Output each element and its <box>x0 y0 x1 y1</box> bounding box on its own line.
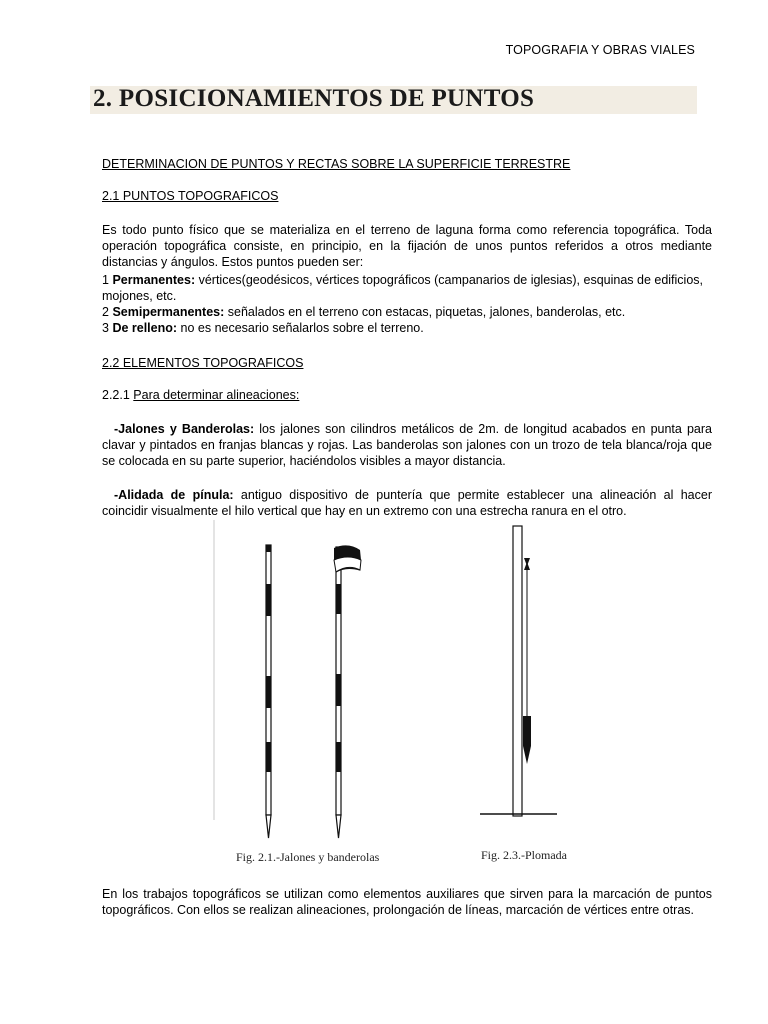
jalon-illustration <box>266 545 271 838</box>
subsection-number: 2.2.1 <box>102 388 134 402</box>
intro-line-2: operación topográfica consiste, en principio, en la fijación de unos puntos referidos a otros mediante <box>102 239 712 253</box>
intro-line-3: distancias y ángulos. Estos puntos pueden ser: <box>102 255 364 269</box>
list-item-permanentes-cont: mojones, etc. <box>102 289 177 303</box>
closing-line-1: En los trabajos topográficos se utilizan como elementos auxiliares que sirven para la marcación de puntos <box>102 887 712 901</box>
list-item-number: 2 <box>102 305 113 319</box>
list-item-term: Permanentes: <box>112 273 196 287</box>
subheading: DETERMINACION DE PUNTOS Y RECTAS SOBRE LA SUPERFICIE TERRESTRE <box>102 157 571 171</box>
plomada-illustration <box>480 526 557 816</box>
alidada-text: antiguo dispositivo de puntería que permite establecer una alineación al hacer <box>233 488 712 502</box>
list-item-term: De relleno: <box>112 321 178 335</box>
list-item-term: Semipermanentes: <box>112 305 225 319</box>
caption-plomada: Fig. 2.3.-Plomada <box>481 848 567 862</box>
running-header: TOPOGRAFIA Y OBRAS VIALES <box>505 43 695 57</box>
jalones-line-3: se colocada en su parte superior, haciéndolos visibles a mayor distancia. <box>102 454 506 468</box>
subsection-2-2-1 <box>102 387 712 403</box>
section-title: 2. POSICIONAMIENTOS DE PUNTOS <box>93 85 535 112</box>
jalones-text: los jalones son cilindros metálicos de 2m. de longitud acabados en punta para <box>254 422 712 436</box>
list-item-number: 1 <box>102 273 113 287</box>
jalones-term: -Jalones y Banderolas: <box>114 422 255 436</box>
closing-line-2: topográficos. Con ellos se realizan alineaciones, prolongación de líneas, marcación de vértices entre otras. <box>102 903 694 917</box>
list-item-permanentes <box>102 272 712 288</box>
banderola-illustration <box>334 545 361 838</box>
jalones-line-1 <box>102 421 712 437</box>
list-item-relleno <box>102 320 712 336</box>
list-item-text: no es necesario señalarlos sobre el terreno. <box>177 321 424 335</box>
jalones-line-2: clavar y pintados en franjas blancas y rojas. Las banderolas son jalones con un trozo de tela blanca/roja que <box>102 438 712 452</box>
list-item-number: 3 <box>102 321 113 335</box>
alidada-term: -Alidada de pínula: <box>114 488 234 502</box>
caption-jalones: Fig. 2.1.-Jalones y banderolas <box>236 850 380 864</box>
list-item-text: señalados en el terreno con estacas, piquetas, jalones, banderolas, etc. <box>224 305 626 319</box>
subsection-label: Para determinar alineaciones: <box>133 388 300 402</box>
heading-2-2: 2.2 ELEMENTOS TOPOGRAFICOS <box>102 356 304 370</box>
list-item-text: vértices(geodésicos, vértices topográficos (campanarios de iglesias), esquinas de edificios, <box>195 273 704 287</box>
alidada-line-2: coincidir visualmente el hilo vertical que hay en un extremo con una estrecha ranura en el otro. <box>102 504 627 518</box>
list-item-semipermanentes <box>102 304 712 320</box>
heading-2-1: 2.1 PUNTOS TOPOGRAFICOS <box>102 189 279 203</box>
intro-line-1: Es todo punto físico que se materializa en el terreno de laguna forma como referencia topográfica. Toda <box>102 223 712 237</box>
figure-jalones-plomada <box>210 520 590 870</box>
alidada-line-1 <box>102 487 712 503</box>
